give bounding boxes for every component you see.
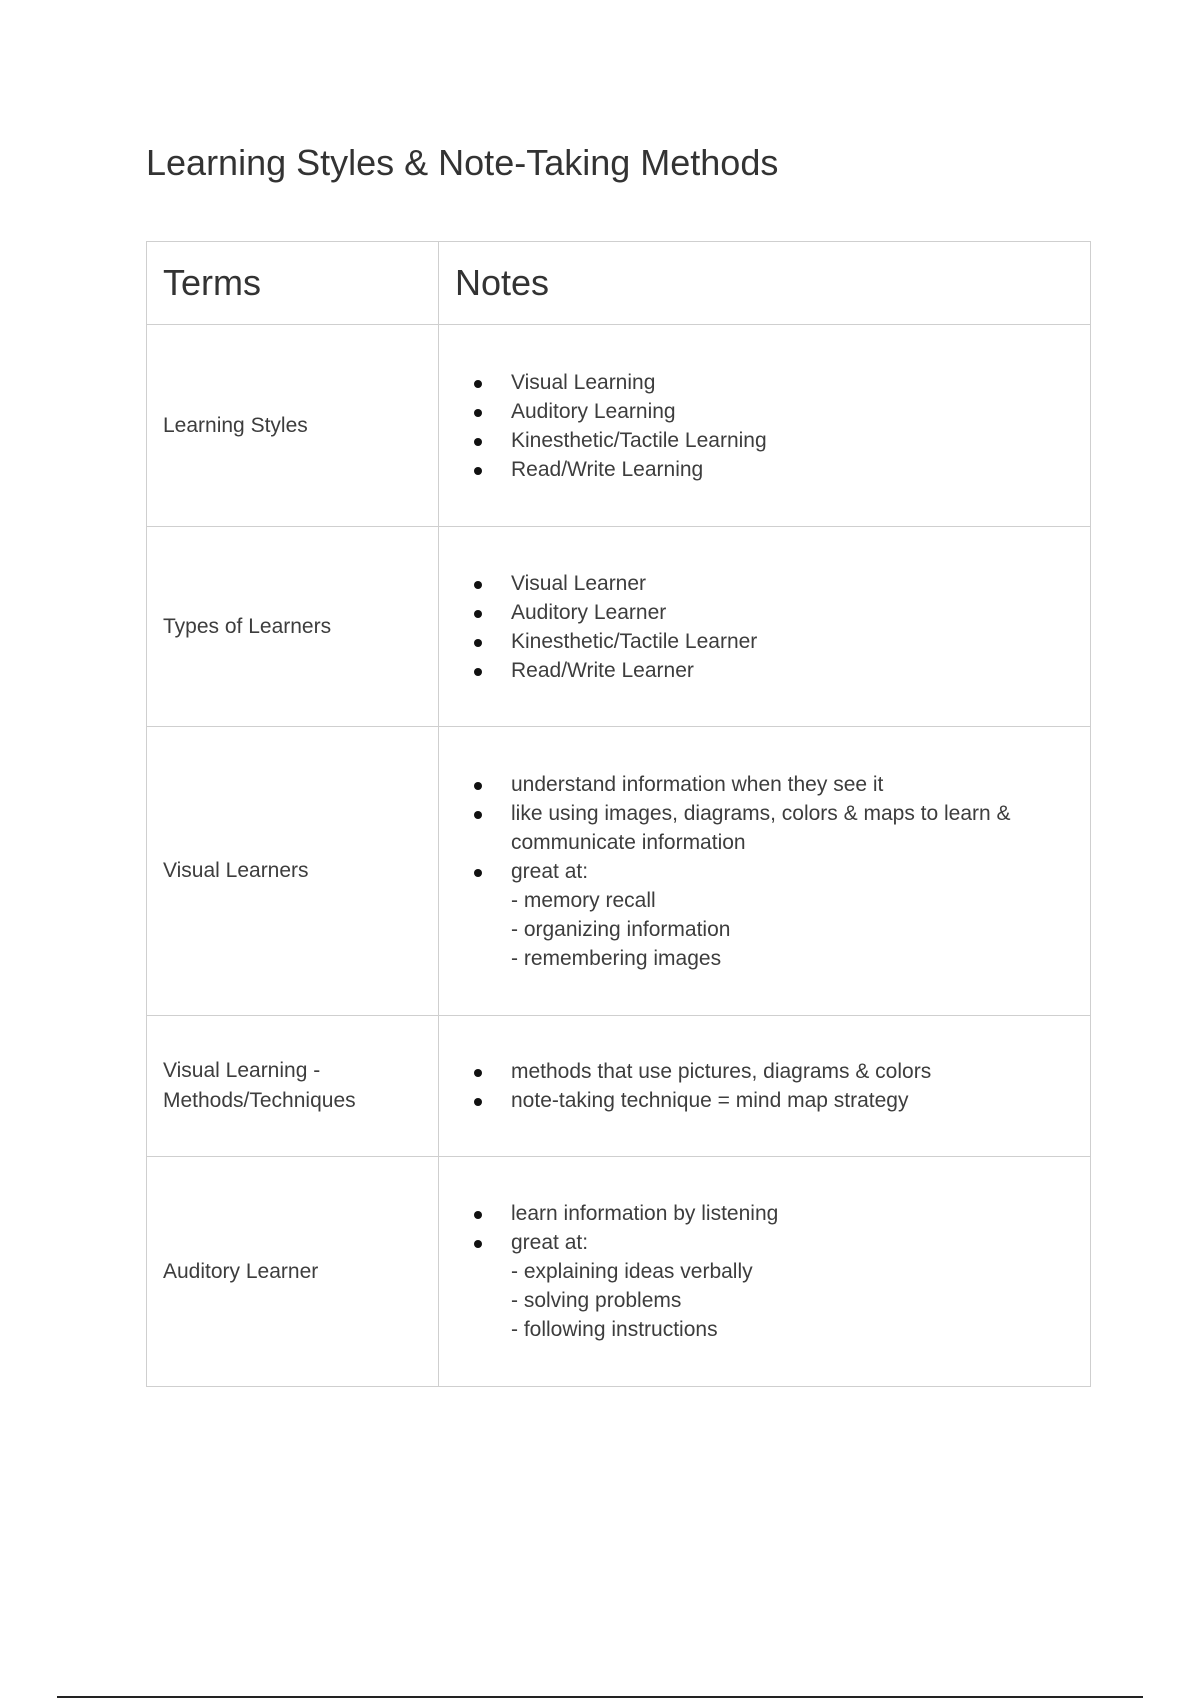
bullet-icon [474,1098,482,1106]
bullet-list [455,770,1074,973]
list-item: note-taking technique = mind map strategy [511,1086,1074,1115]
table-row [147,1016,1091,1157]
list-item: Auditory Learning [511,397,1074,426]
sub-item: - organizing information [511,917,731,941]
list-item: Visual Learner [511,569,1074,598]
term-cell: Visual Learners [147,727,439,1016]
footer-divider [57,1696,1143,1698]
notes-table [146,241,1091,1387]
notes-cell [439,1016,1091,1157]
list-item: like using images, diagrams, colors & maps to learn & communicate information [511,799,1074,857]
bullet-icon [474,869,482,877]
sub-item: - following instructions [511,1318,718,1341]
list-item: Visual Learning [511,368,1074,397]
bullet-icon [474,581,482,589]
term-cell: Visual Learning - Methods/Techniques [147,1016,439,1157]
column-header-notes: Notes [439,242,1091,325]
table-row [147,325,1091,527]
bullet-icon [474,639,482,647]
bullet-icon [474,438,482,446]
notes-cell [439,527,1091,727]
list-item: Read/Write Learner [511,656,1074,685]
table-row [147,1157,1091,1387]
bullet-icon [474,1240,482,1248]
bullet-icon [474,811,482,819]
term-cell: Types of Learners [147,527,439,727]
sub-item: - remembering images [511,946,722,970]
bullet-icon [474,1211,482,1219]
list-item: methods that use pictures, diagrams & colors [511,1057,1074,1086]
page-title: Learning Styles & Note-Taking Methods [146,142,779,183]
column-header-terms: Terms [147,242,439,325]
bullet-icon [474,782,482,790]
bullet-icon [474,409,482,417]
bullet-list [455,569,1074,685]
table-header-row [147,242,1091,325]
list-item: Read/Write Learning [511,455,1074,484]
list-item: learn information by listening [511,1199,1074,1228]
list-item: Auditory Learner [511,598,1074,627]
notes-cell [439,1157,1091,1387]
list-item: understand information when they see it [511,770,1074,799]
bullet-list [455,1199,1074,1344]
bullet-icon [474,668,482,676]
bullet-icon [474,610,482,618]
bullet-list [455,1057,1074,1115]
bullet-icon [474,380,482,388]
sub-item: - memory recall [511,888,656,912]
sub-item: - explaining ideas verbally [511,1260,753,1283]
bullet-icon [474,1069,482,1077]
list-item: Kinesthetic/Tactile Learning [511,426,1074,455]
table-row [147,527,1091,727]
notes-cell [439,727,1091,1016]
term-cell: Auditory Learner [147,1157,439,1387]
list-item: great at: - memory recall - organizing information - remembering images [511,857,1074,973]
list-item: Kinesthetic/Tactile Learner [511,627,1074,656]
sub-item: - solving problems [511,1289,682,1312]
bullet-icon [474,467,482,475]
bullet-list [455,368,1074,484]
list-item: great at: - explaining ideas verbally - solving problems - following instructions [511,1228,1074,1344]
table-row [147,727,1091,1016]
notes-cell [439,325,1091,527]
term-cell: Learning Styles [147,325,439,527]
